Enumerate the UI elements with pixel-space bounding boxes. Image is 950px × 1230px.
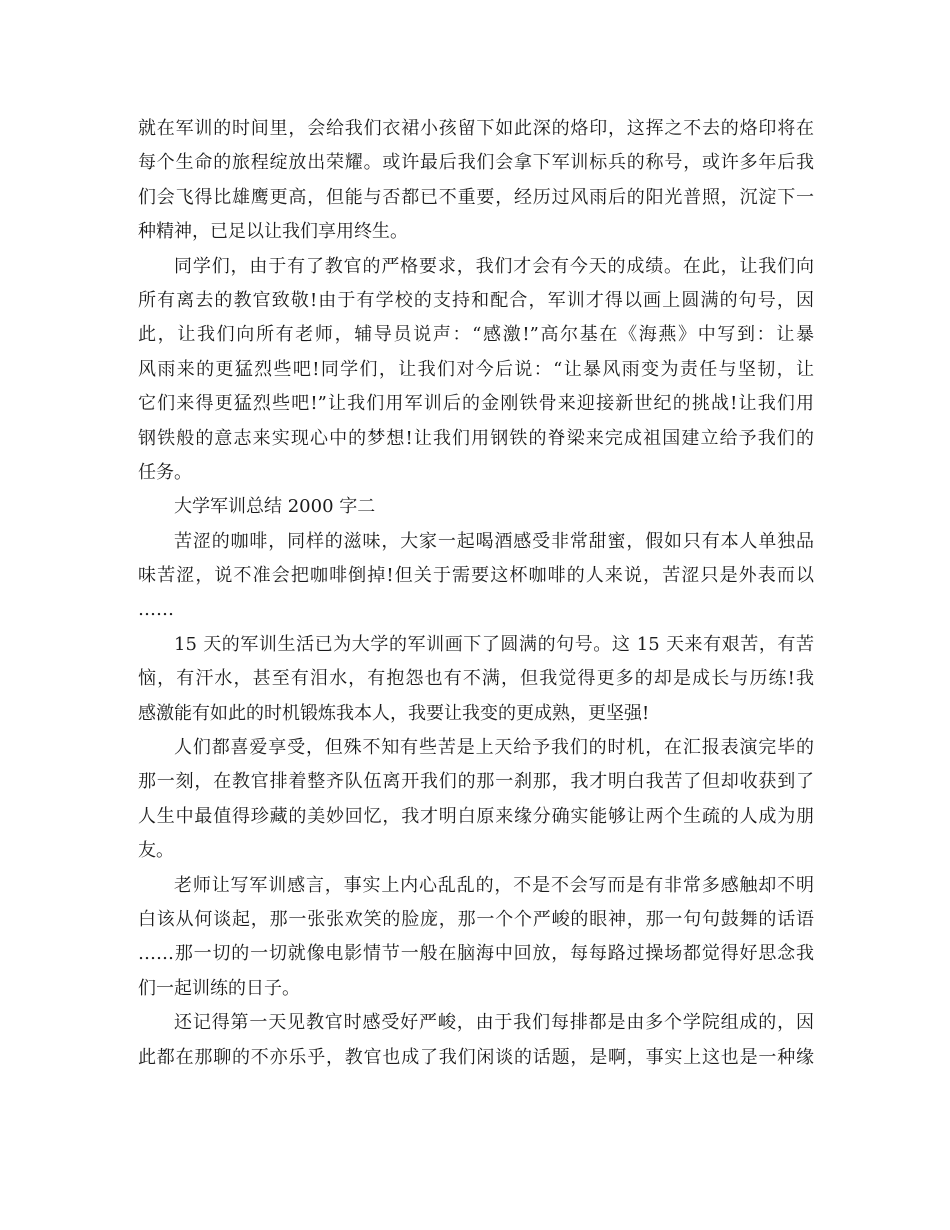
- text-line: 人们都喜爱享受，但殊不知有些苦是上天给予我们的时机，在汇报表演完毕的: [174, 737, 814, 759]
- text-line: 们一起训练的日子。: [138, 977, 300, 999]
- text-line: 感激能有如此的时机锻炼我本人，我要让我变的更成熟，更坚强!: [138, 702, 650, 724]
- text-line: 人生中最值得珍藏的美妙回忆，我才明白原来缘分确实能够让两个生疏的人成为朋: [138, 805, 814, 827]
- text-line: 同学们，由于有了教官的严格要求，我们才会有今天的成绩。在此，让我们向: [174, 255, 814, 277]
- text-line: 每个生命的旅程绽放出荣耀。或许最后我们会拿下军训标兵的称号，或许多年后我: [138, 152, 814, 174]
- text-line: 们会飞得比雄鹰更高，但能与否都已不重要，经历过风雨后的阳光普照，沉淀下一: [138, 186, 814, 208]
- text-line: ……那一切的一切就像电影情节一般在脑海中回放，每每路过操场都觉得好思念我: [138, 943, 814, 965]
- text-line: 任务。: [138, 461, 192, 483]
- text-line: 15 天的军训生活已为大学的军训画下了圆满的句号。这 15 天来有艰苦，有苦: [174, 633, 814, 655]
- text-line: 所有离去的教官致敬!由于有学校的支持和配合，军训才得以画上圆满的句号，因: [138, 289, 814, 311]
- text-line: 就在军训的时间里，会给我们衣裙小孩留下如此深的烙印，这挥之不去的烙印将在: [138, 118, 814, 139]
- text-line: 钢铁般的意志来实现心中的梦想!让我们用钢铁的脊梁来完成祖国建立给予我们的: [138, 427, 814, 449]
- text-line: 此，让我们向所有老师，辅导员说声：“感激!”高尔基在《海燕》中写到：让暴: [138, 324, 814, 346]
- text-line: 风雨来的更猛烈些吧!同学们，让我们对今后说：“让暴风雨变为责任与坚韧，让: [138, 358, 814, 380]
- text-line: 还记得第一天见教官时感受好严峻，由于我们每排都是由多个学院组成的，因: [174, 1012, 814, 1034]
- text-line: 苦涩的咖啡，同样的滋味，大家一起喝酒感受非常甜蜜，假如只有本人单独品: [174, 530, 814, 552]
- document-body: [138, 112, 814, 1075]
- text-line: ……: [138, 599, 174, 621]
- text-line: 味苦涩，说不准会把咖啡倒掉!但关于需要这杯咖啡的人来说，苦涩只是外表而以: [138, 565, 814, 587]
- section-heading: 大学军训总结 2000 字二: [174, 496, 376, 518]
- text-line: 友。: [138, 840, 174, 862]
- text-line: 老师让写军训感言，事实上内心乱乱的，不是不会写而是有非常多感触却不明: [174, 874, 814, 896]
- text-line: 种精神，已足以让我们享用终生。: [138, 221, 408, 243]
- text-line: 白该从何谈起，那一张张欢笑的脸庞，那一个个严峻的眼神，那一句句鼓舞的话语: [138, 908, 814, 930]
- text-line: 恼，有汗水，甚至有泪水，有抱怨也有不满，但我觉得更多的却是成长与历练!我: [138, 668, 814, 690]
- text-line: 它们来得更猛烈些吧!”让我们用军训后的金刚铁骨来迎接新世纪的挑战!让我们用: [138, 393, 814, 415]
- text-line: 此都在那聊的不亦乐乎，教官也成了我们闲谈的话题，是啊，事实上这也是一种缘: [138, 1046, 814, 1068]
- text-line: 那一刻，在教官排着整齐队伍离开我们的那一刹那，我才明白我苦了但却收获到了: [138, 771, 814, 793]
